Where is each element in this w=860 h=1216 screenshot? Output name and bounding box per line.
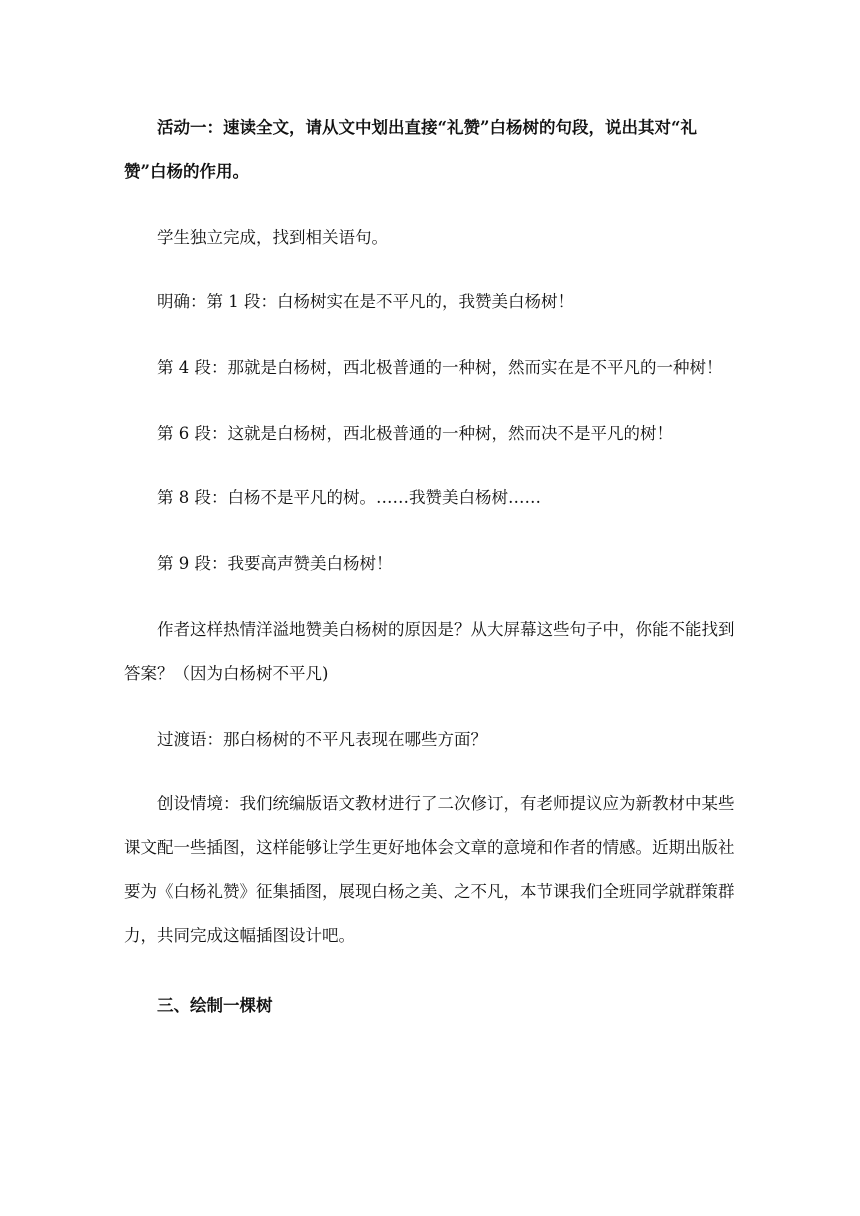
transition-paragraph: 过渡语：那白杨树的不平凡表现在哪些方面？ (157, 730, 487, 749)
scenario-paragraph: 创设情境：我们统编版语文教材进行了二次修订，有老师提议应为新教材中某些课文配一些插图，这样能够让学生更好地体会文章的意境和作者的情感。近期出版社要为《白杨礼赞》征集插图，展现白杨之美、之不凡，本节课我们全班同学就群策群力，共同完成这幅插图设计吧。 (124, 794, 735, 945)
section-8-quote: 第 8 段：白杨不是平凡的树。……我赞美白杨树…… (157, 488, 541, 507)
section-4-quote: 第 4 段：那就是白杨树，西北极普通的一种树，然而实在是不平凡的一种树！ (157, 358, 723, 377)
student-task-paragraph: 学生独立完成，找到相关语句。 (157, 228, 388, 247)
section-6-quote: 第 6 段：这就是白杨树，西北极普通的一种树，然而决不是平凡的树！ (157, 424, 673, 443)
section-heading-three: 三、绘制一棵树 (157, 996, 273, 1015)
clarification-paragraph: 明确：第 1 段：白杨树实在是不平凡的，我赞美白杨树！ (157, 292, 574, 311)
activity-one-paragraph: 活动一：速读全文，请从文中划出直接“礼赞”白杨树的句段，说出其对“礼赞”白杨的作用。 (124, 118, 697, 181)
question-paragraph: 作者这样热情洋溢地赞美白杨树的原因是？从大屏幕这些句子中，你能不能找到答案？（因为白杨树不平凡) (124, 620, 735, 683)
section-9-quote: 第 9 段：我要高声赞美白杨树！ (157, 554, 393, 573)
